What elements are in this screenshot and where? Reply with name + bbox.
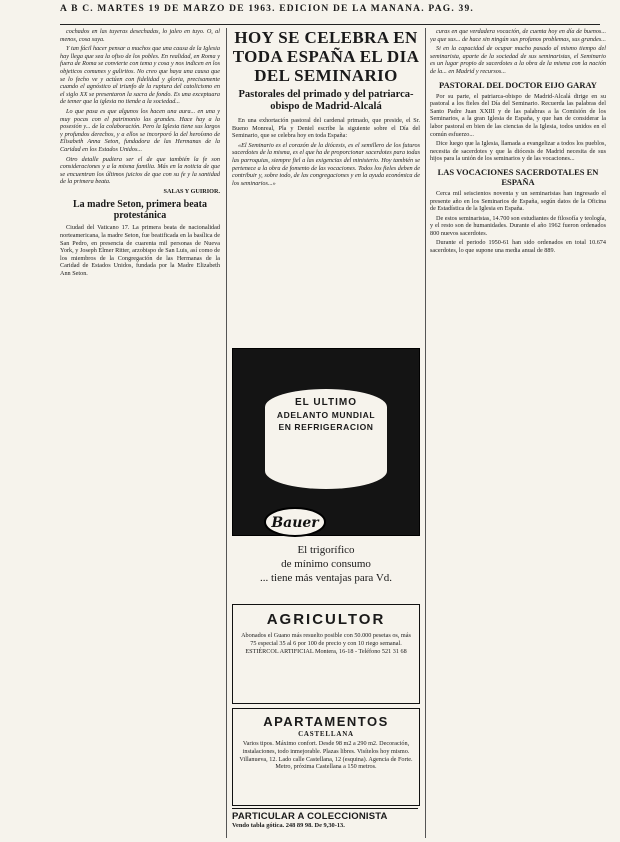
- headline: HOY SE CELEBRA EN TODA ESPAÑA EL DIA DEL SEMINARIO: [232, 28, 420, 85]
- article-paragraph: Si en la capacidad de ocupar mucho pasado al mismo tiempo del seminarista, aparte de la sociedad de sus seminaristas, el Seminario es un lugar propio de sacerdotes a la obra de la misma con la nación de la... en Madrid y recursos...: [430, 45, 606, 75]
- subheadline: Pastorales del primado y del patriarca-obispo de Madrid-Alcalá: [238, 89, 414, 112]
- article-paragraph: cochados en las tuyeras desechadas, lo jaleo en tuyo. O, al menos, cosa suya.: [60, 28, 220, 43]
- author-signature: SALAS Y GUIRIOR.: [163, 187, 220, 195]
- ad-body: Varios tipos. Máximo confort. Desde 98 m2 a 290 m2. Decoración, instalaciones, todo inmejorable. Plazas libres. Visítelos hoy mismo. Villanueva, 12. Lado calle Castellana, 12 (esquina). Agencia de Forte. Metro, próxima Castellana a 150 metros.: [239, 740, 413, 771]
- column-left: [60, 28, 220, 838]
- article-paragraph: Dice luego que la Iglesia, llamada a evangelizar a todos los pueblos, necesita de sacerdotes y que la diócesis de Madrid necesita de sus hijos para la unión de los seminarios y de las vocaciones...: [430, 140, 606, 163]
- coleccionista-ad: [232, 808, 418, 838]
- column-right: [430, 28, 606, 838]
- article-heading: La madre Seton, primera beata protestánica: [73, 199, 207, 222]
- article-heading: LAS VOCACIONES SACERDOTALES EN ESPAÑA: [437, 166, 599, 187]
- ad-title: APARTAMENTOS: [263, 714, 389, 729]
- ad-tagline: El trigorífico: [297, 544, 355, 556]
- ad-line: ADELANTO MUNDIAL: [276, 410, 376, 420]
- article-heading: PASTORAL DEL DOCTOR EIJO GARAY: [439, 79, 597, 90]
- article-paragraph: En una exhortación pastoral del cardenal primado, que preside, el Sr. Bueno Monreal, Pla y Deniel escribe la siguiente sobre el Día del Seminario, que se celebra hoy en toda España:: [232, 117, 420, 140]
- apartamentos-ad: [232, 708, 420, 806]
- article-paragraph: curas en que verdadera vocación, de cuenta hoy en día de buenos... ya que sus... de hace sin ningún sus profanos problemas, sus grandes...: [430, 28, 606, 43]
- ad-tagline: ... tiene más ventajas para Vd.: [259, 572, 393, 584]
- ad-subtitle: CASTELLANA: [298, 730, 354, 738]
- article-paragraph: De estos seminaristas, 14.700 son estudiantes de filosofía y teología, y el resto son de humanidades. Durante el año 1962 fueron ordenados 800 nuevos sacerdotes.: [430, 214, 606, 237]
- brand-logo-icon: [263, 505, 327, 539]
- column-center: [232, 28, 420, 344]
- refrigerator-ad: [232, 348, 420, 588]
- article-paragraph: Por su parte, el patriarca-obispo de Madrid-Alcalá dirige en su pastoral a los fieles del Día del Seminario. Recuerda las palabras del Santo Padre Juan XXIII y de las palabras a la Comisión de los Seminarios, a la gran Iglesia de España, y que han de considerar la labor pastoral en bien de las ciencias de la Iglesia, todos unidos en el común esfuerzo...: [430, 92, 606, 138]
- brand-name: Bauer: [271, 515, 319, 531]
- ad-title: PARTICULAR A COLECCIONISTA: [232, 808, 418, 822]
- ad-body: Vendo tabla gótica. 248 89 98. De 9,30-13.: [232, 822, 345, 829]
- ad-body: Abonados el Guano más resuelto posible con 50.000 pesetas os, más 75 especial 35 al 6 por 100 de precio y con 10 riego semanal. ESTIÉRCOL ARTIFICIAL Montera, 16-18 - Teléfono 521 31 68: [241, 632, 411, 655]
- ad-oval: [265, 389, 387, 489]
- column-divider: [226, 28, 227, 838]
- article-paragraph: Durante el periodo 1950-61 han sido ordenados en total 10.674 sacerdotes, lo que supone una media anual de 889.: [430, 239, 606, 255]
- agricultor-ad: [232, 604, 420, 704]
- article-paragraph: Otro detalle pudiera ser el de que también la fe son consideraciones y a la misma familia. Más en la noticia de que se encuentran los últimos juicios de que con su fe y la santidad de la primera beata.: [60, 155, 220, 186]
- article-paragraph: Y tan fácil hacer pensar a muchos que una causa de la Iglesia hay llega que sea la ofiso de los pobles. En realidad, en Roma y fuera de Roma se convierte con tema y cosa y nos indicen en los objeticos comunes y guliritos. No creo que haya una causa que se lo fecho ve y actúen con fidelidad y gloria, precisamente cuando el agnóstico al triunfo de la ruptura del catolicismo en el siglo XX se presentaron la sacra de fondo. Es una exceptuara de temer que la iglesia no tiende a la sociedad...: [60, 45, 220, 106]
- article-paragraph: Cerca mil seiscientos noventa y un seminaristas han ingresado el presente año en los Seminarios de España, según datos de la Oficina de Estadística de la Iglesia en España.: [430, 189, 606, 213]
- article-paragraph: «El Seminario es el corazón de la diócesis, es el semillero de los futuros sacerdotes de la misma, es el que ha de proporcionar sacerdotes para todas las parroquias, siempre fiel a las exigencias del ministerio. Hoy también se pertenece a la obra de fomento de las vocaciones. Todos los fieles deben de contribuir y, sobre todo, de las congregaciones y en la ayuda económica de los seminarios...»: [232, 141, 420, 187]
- column-divider: [425, 28, 426, 838]
- article-paragraph: Lo que pasa es que algunos los hacen una aura... en una y muy pocas con el patrimonio las grandes. Hace hay a la posesión y... de la colaboración. Pero la Iglesia tiene sus largos y profundos derechos, y a ellos se incorporó la del heroísmo de Elisabeth Anna Seton, fundadora de las Hermanas de la Caridad en los Estados Unidos...: [60, 107, 220, 153]
- page-header: A B C. MARTES 19 DE MARZO DE 1963. EDICION DE LA MAÑANA. PAG. 39.: [60, 4, 600, 25]
- ad-line: EN REFRIGERACION: [278, 422, 374, 432]
- ad-tagline: de mínimo consumo: [281, 558, 371, 570]
- ad-title: AGRICULTOR: [266, 611, 386, 628]
- ad-frame: [232, 348, 420, 536]
- article-paragraph: Ciudad del Vaticano 17. La primera beata de nacionalidad norteamericana, la madre Seton, fue beatificada en la basílica de San Pedro, en presencia de cuarenta mil personas de Nueva York, y Joseph Elmer Ritter, arzobispo de San Luis, así como de los miembros de la Congregación de las Hermanas de la Caridad de Estados Unidos, fundada por la Madre Elizabeth Ann Seton.: [60, 224, 220, 278]
- ad-line: EL ULTIMO: [295, 397, 357, 408]
